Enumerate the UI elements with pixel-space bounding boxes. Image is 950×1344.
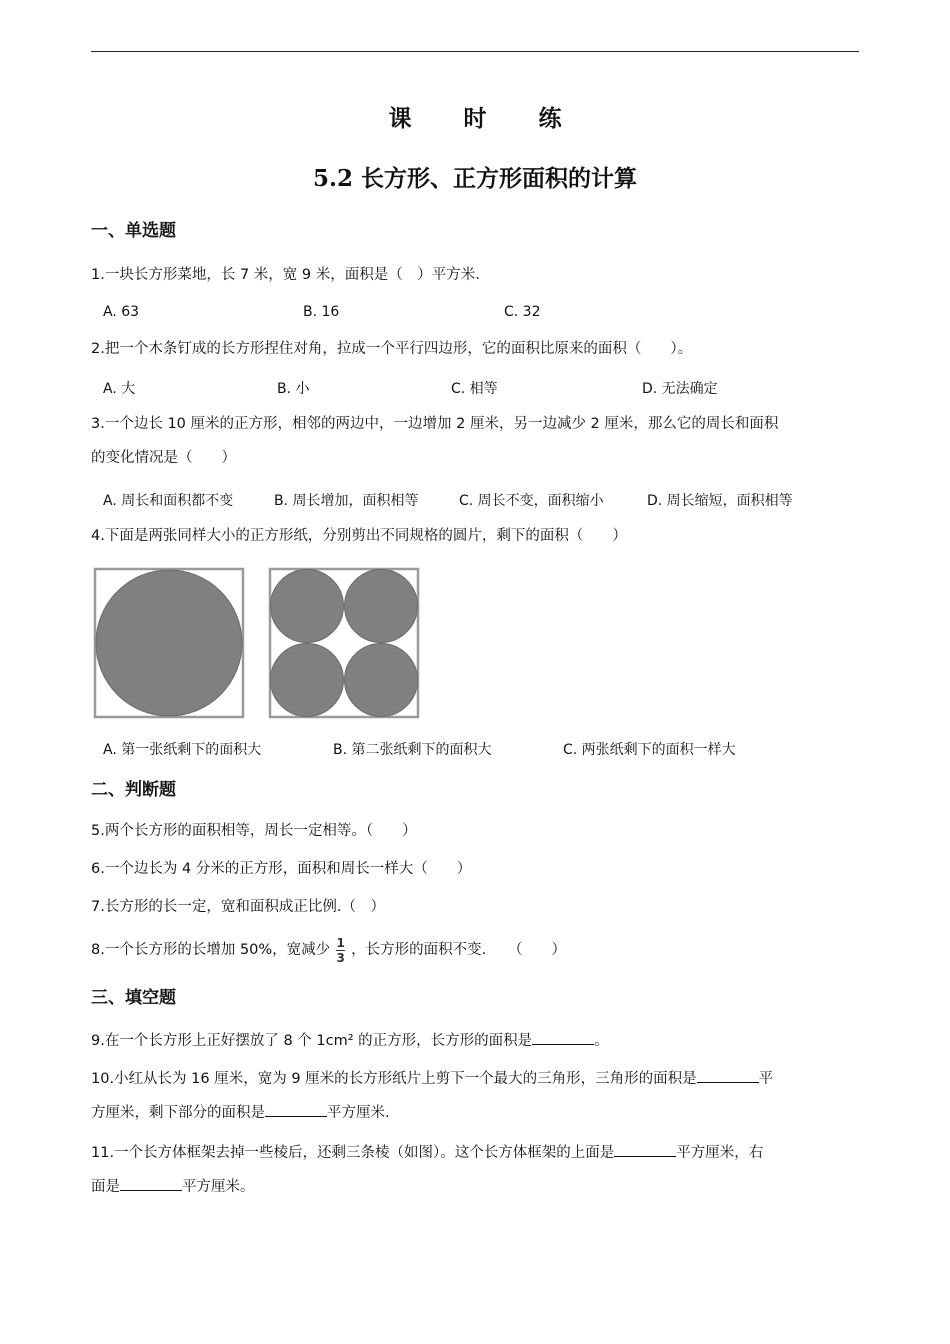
- question-4-figure: [92, 566, 424, 725]
- section-heading-true-false: 二、判断题: [91, 780, 176, 800]
- option-b[interactable]: B. 第二张纸剩下的面积大: [333, 742, 492, 758]
- option-c[interactable]: C. 两张纸剩下的面积一样大: [563, 742, 736, 758]
- option-c[interactable]: C. 周长不变，面积缩小: [459, 493, 604, 509]
- answer-blank[interactable]: [120, 1176, 182, 1191]
- answer-blank[interactable]: [532, 1030, 594, 1045]
- question-8-text-start: 8.一个长方形的长增加 50%，宽减少: [91, 942, 331, 958]
- option-d[interactable]: D. 无法确定: [642, 381, 718, 397]
- question-2: 2.把一个木条钉成的长方形捏住对角，拉成一个平行四边形，它的面积比原来的面积（ ）。: [91, 341, 693, 357]
- question-1-options: [103, 304, 863, 326]
- small-circle: [345, 570, 418, 643]
- question-10-text: 平方厘米.: [327, 1105, 390, 1121]
- large-circle: [96, 570, 242, 716]
- small-circle: [345, 644, 418, 717]
- answer-blank[interactable]: [265, 1102, 327, 1117]
- question-3-line-2: 的变化情况是（ ）: [91, 450, 236, 466]
- question-8-text-end: ，长方形的面积不变. （ ）: [351, 942, 567, 958]
- question-9-end: 。: [594, 1033, 609, 1049]
- section-heading-fill-blank: 三、填空题: [91, 988, 176, 1008]
- circles-in-squares-illustration: [92, 566, 424, 721]
- question-4-options: [103, 739, 863, 761]
- option-c[interactable]: C. 32: [504, 304, 541, 320]
- question-11: [91, 1136, 861, 1204]
- question-6: 6.一个边长为 4 分米的正方形，面积和周长一样大（ ）: [91, 861, 472, 877]
- option-c[interactable]: C. 相等: [451, 381, 498, 397]
- fraction-numerator: 1: [336, 935, 345, 950]
- option-a[interactable]: A. 63: [103, 304, 140, 320]
- question-2-options: [103, 378, 863, 400]
- option-b[interactable]: B. 周长增加，面积相等: [274, 493, 419, 509]
- page-title: 课 时 练: [388, 106, 584, 132]
- question-11-text: 面是: [91, 1179, 120, 1195]
- question-10: [91, 1062, 861, 1130]
- option-b[interactable]: B. 16: [303, 304, 340, 320]
- option-d[interactable]: D. 周长缩短，面积相等: [647, 493, 793, 509]
- question-7: 7.长方形的长一定，宽和面积成正比例.（ ）: [91, 899, 385, 915]
- page-subtitle: 5.2 长方形、正方形面积的计算: [312, 165, 638, 192]
- question-9-text: 9.在一个长方形上正好摆放了 8 个 1cm² 的正方形，长方形的面积是: [91, 1033, 533, 1049]
- option-a[interactable]: A. 第一张纸剩下的面积大: [103, 742, 262, 758]
- question-5: 5.两个长方形的面积相等，周长一定相等。（ ）: [91, 823, 417, 839]
- question-9: [91, 1024, 861, 1058]
- small-circle: [271, 644, 344, 717]
- question-1: 1.一块长方形菜地，长 7 米，宽 9 米，面积是（ ）平方米.: [91, 267, 480, 283]
- small-circle: [271, 570, 344, 643]
- question-10-text: 10.小红从长为 16 厘米，宽为 9 厘米的长方形纸片上剪下一个最大的三角形，三角形的面积是: [91, 1071, 697, 1087]
- question-11-text: 11.一个长方体框架去掉一些棱后，还剩三条棱（如图）。这个长方体框架的上面是: [91, 1145, 615, 1161]
- answer-blank[interactable]: [614, 1142, 676, 1157]
- option-a[interactable]: A. 周长和面积都不变: [103, 493, 234, 509]
- answer-blank[interactable]: [697, 1068, 759, 1083]
- option-b[interactable]: B. 小: [277, 381, 310, 397]
- option-a[interactable]: A. 大: [103, 381, 136, 397]
- question-11-text: 平方厘米，右: [676, 1145, 764, 1161]
- question-10-text: 方厘米，剩下部分的面积是: [91, 1105, 265, 1121]
- question-3: [91, 407, 861, 475]
- question-10-text: 平: [758, 1071, 774, 1087]
- section-heading-single-choice: 一、单选题: [91, 221, 176, 241]
- question-8: [91, 933, 861, 967]
- question-11-text: 平方厘米。: [182, 1179, 255, 1195]
- question-4: 4.下面是两张同样大小的正方形纸，分别剪出不同规格的圆片，剩下的面积（ ）: [91, 528, 627, 544]
- question-3-options: [103, 490, 863, 512]
- header-rule: [91, 51, 859, 52]
- fraction-denominator: 3: [336, 950, 345, 965]
- question-3-line-1: 3.一个边长 10 厘米的正方形，相邻的两边中，一边增加 2 厘米，另一边减少 2 厘米，那么它的周长和面积: [91, 416, 779, 432]
- fraction-one-third: [336, 937, 345, 964]
